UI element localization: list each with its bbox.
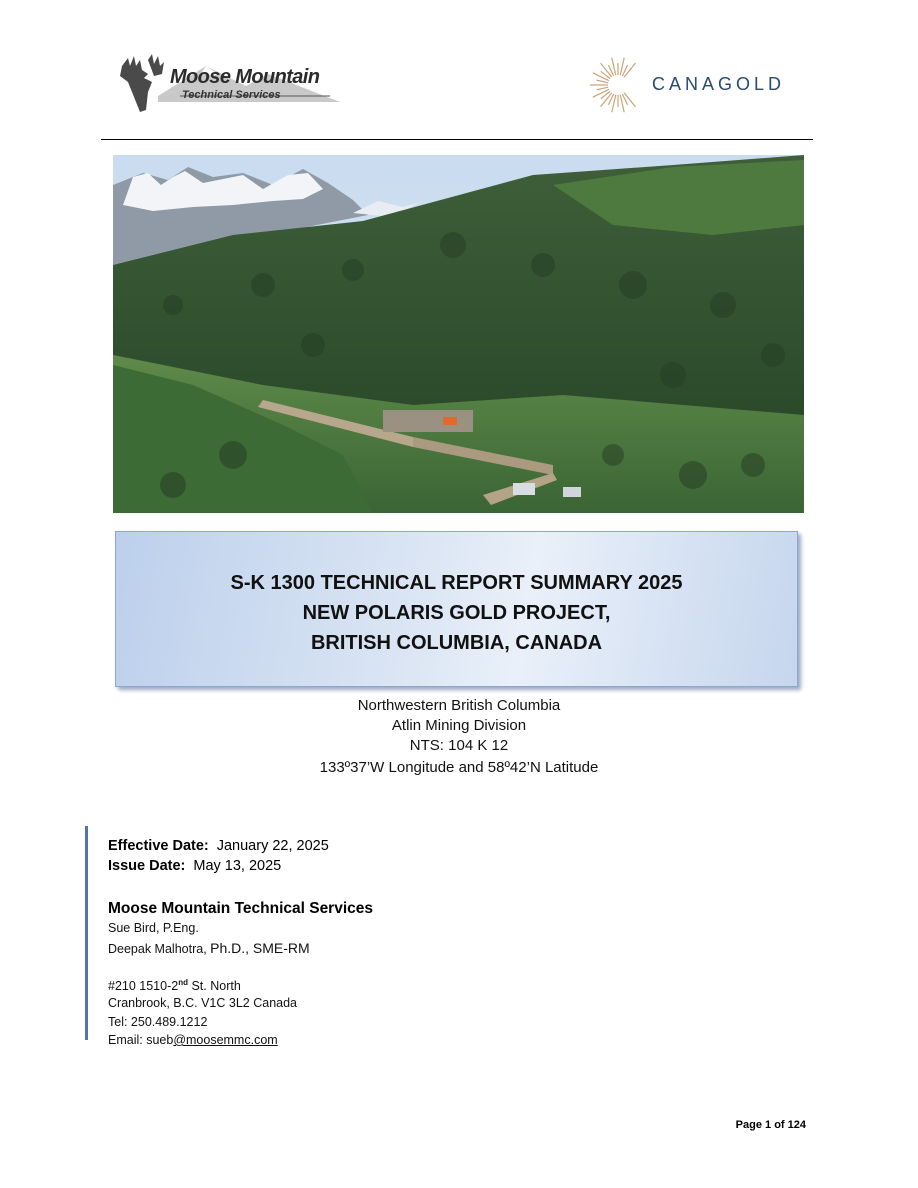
location-nts: NTS: 104 K 12	[409, 737, 509, 754]
address-street-name: St. North	[187, 979, 241, 994]
report-title-box	[115, 531, 798, 687]
canagold-logo	[588, 52, 808, 118]
location-coordinates: 133º37’W Longitude and 58º42’N Latitude	[319, 759, 599, 776]
author-2-credentials: Ph.D., SME-RM	[210, 940, 310, 956]
location-division: Atlin Mining Division	[391, 717, 527, 734]
mountain-valley-photo-icon	[113, 155, 804, 513]
report-title-line-1: S-K 1300 TECHNICAL REPORT SUMMARY 2025	[230, 572, 683, 594]
author-2	[108, 940, 310, 956]
sunburst-icon	[588, 52, 648, 118]
cover-photo	[113, 155, 804, 513]
location-region: Northwestern British Columbia	[357, 697, 561, 714]
address-line-1	[108, 978, 241, 993]
address-line-2: Cranbrook, B.C. V1C 3L2 Canada	[108, 996, 297, 1010]
issue-date-value: May 13, 2025	[193, 858, 282, 874]
email-label: Email: sueb	[108, 1033, 174, 1047]
email-link[interactable]: @moosemmc.com	[173, 1033, 278, 1047]
sunburst-ray	[597, 87, 609, 90]
sunburst-ray	[624, 63, 635, 77]
header-divider	[101, 139, 813, 140]
address-ordinal-suffix: nd	[178, 978, 188, 987]
address-street-number: #210 1510-2	[108, 979, 179, 994]
moose-mountain-logo	[118, 52, 346, 118]
accent-bar	[85, 826, 88, 1040]
moose-mountain-wordmark: Moose Mountain	[170, 66, 320, 88]
report-title-line-2: NEW POLARIS GOLD PROJECT,	[302, 602, 611, 624]
telephone: Tel: 250.489.1212	[108, 1015, 208, 1029]
effective-date-value: January 22, 2025	[216, 838, 329, 854]
email	[108, 1033, 278, 1047]
effective-date	[108, 838, 329, 854]
issue-date-label: Issue Date:	[108, 858, 186, 874]
company-name: Moose Mountain Technical Services	[108, 900, 374, 917]
sunburst-ray	[624, 93, 635, 107]
canagold-wordmark: CANAGOLD	[652, 74, 786, 94]
sunburst-ray	[593, 73, 609, 81]
page-number: Page 1 of 124	[735, 1119, 806, 1131]
effective-date-label: Effective Date:	[108, 838, 209, 854]
issue-date	[108, 858, 281, 874]
sunburst-ray	[597, 80, 609, 83]
author-2-name: Deepak Malhotra,	[108, 942, 211, 956]
technical-services-wordmark: Technical Services	[182, 89, 281, 101]
author-1: Sue Bird, P.Eng.	[108, 921, 199, 935]
sunburst-ray	[593, 89, 609, 97]
report-title-line-3: BRITISH COLUMBIA, CANADA	[310, 632, 603, 654]
